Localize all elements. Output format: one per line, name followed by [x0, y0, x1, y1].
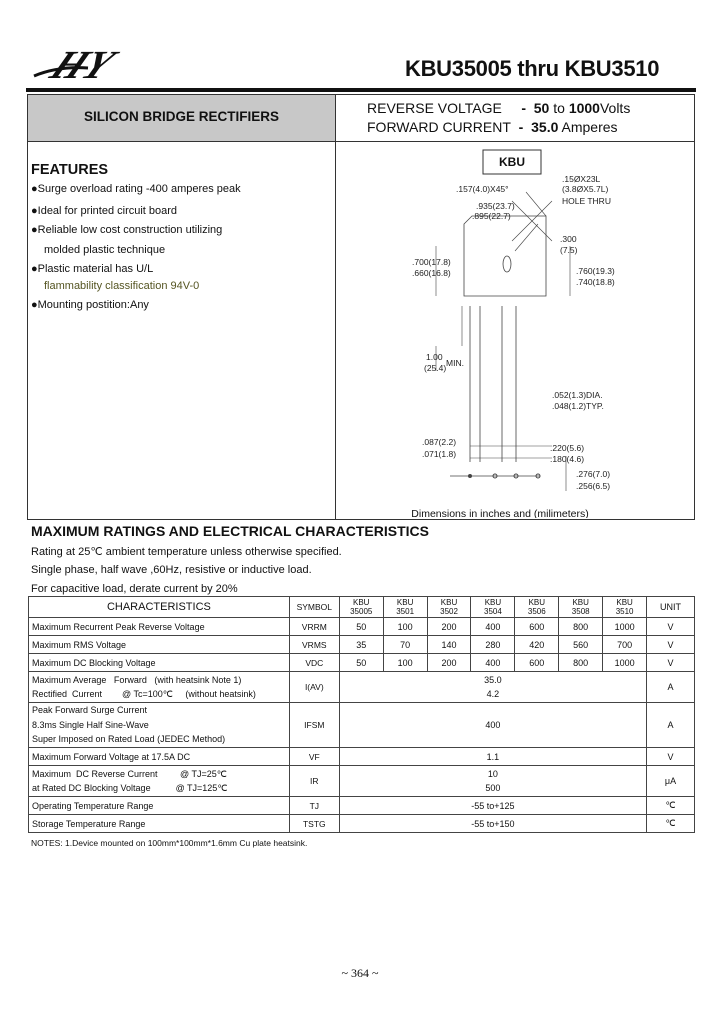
part-title: KBU35005 thru KBU3510: [405, 56, 660, 81]
header-rule: [26, 88, 696, 92]
reverse-voltage-sep: -: [521, 100, 526, 116]
table-row: [29, 748, 695, 766]
cell-value: 600: [515, 654, 559, 672]
cell-value: 400: [471, 618, 515, 636]
cell-value: 200: [427, 618, 471, 636]
header-part: KBU 3504: [471, 597, 515, 618]
dim-lead-length-mm: (25.4): [424, 363, 447, 373]
cell-value: 400: [471, 654, 515, 672]
cell-value: 800: [559, 618, 603, 636]
dim-depth-min: .740(18.8): [576, 277, 615, 287]
cell-value: 400: [339, 703, 646, 748]
column-divider: [335, 141, 336, 520]
page-number: ~ 364 ~: [341, 966, 379, 980]
cell-value: 420: [515, 636, 559, 654]
diagram-caption: Dimensions in inches and (milimeters): [411, 508, 589, 518]
forward-current-label: FORWARD CURRENT: [367, 119, 511, 135]
dim-end-max: .276(7.0): [576, 469, 611, 479]
dim-pitch-mm: (7.5): [560, 245, 578, 255]
header-part: KBU 3510: [603, 597, 647, 618]
header-part: KBU 3502: [427, 597, 471, 618]
table-row: [29, 654, 695, 672]
row-unit: μA: [647, 766, 695, 797]
row-symbol: IR: [289, 766, 339, 797]
dim-hole-mm: (3.8ØX5.7L): [562, 184, 609, 194]
table-row: [29, 815, 695, 833]
row-symbol: TJ: [289, 797, 339, 815]
row-label: Maximum DC Reverse Current @ TJ=25℃ at Rated DC Blocking Voltage @ TJ=125℃: [29, 766, 290, 797]
rating-note: For capacitive load, derate current by 20%: [31, 583, 238, 595]
cell-value: 70: [383, 636, 427, 654]
feature-item: ●Surge overload rating -400 amperes peak: [31, 183, 241, 195]
reverse-voltage-min: 50: [533, 100, 550, 116]
features-heading: FEATURES: [31, 162, 109, 178]
dim-lead-min: MIN.: [446, 358, 464, 368]
reverse-voltage-max: 1000: [568, 100, 600, 116]
row-symbol: VRRM: [289, 618, 339, 636]
forward-current-unit: Amperes: [561, 119, 618, 135]
cell-value: 600: [515, 618, 559, 636]
logo-text: HY: [42, 44, 122, 84]
row-unit: A: [647, 703, 695, 748]
cell-value: 700: [603, 636, 647, 654]
feature-item: ●Plastic material has U/L: [31, 263, 154, 275]
header-unit: UNIT: [647, 597, 695, 618]
cell-value: 35: [339, 636, 383, 654]
cell-value: 50: [339, 618, 383, 636]
dim-lead-dia-max: .052(1.3)DIA.: [552, 390, 603, 400]
dim-hole-thru: HOLE THRU: [562, 196, 611, 206]
top-view-outline: [464, 216, 546, 296]
row-symbol: VF: [289, 748, 339, 766]
dim-lead-dia-min: .048(1.2)TYP.: [552, 401, 604, 411]
table-row: [29, 766, 695, 797]
header-part: KBU 3501: [383, 597, 427, 618]
row-label: Maximum Average Forward (with heatsink Note 1) Rectified Current @ Tc=100℃ (without heatsink): [29, 672, 290, 703]
cell-value: 280: [471, 636, 515, 654]
dim-edge-max: .087(2.2): [422, 437, 457, 447]
dim-spacing-max: .220(5.6): [550, 443, 585, 453]
row-symbol: TSTG: [289, 815, 339, 833]
header-characteristics: CHARACTERISTICS: [29, 597, 290, 618]
row-symbol: VRMS: [289, 636, 339, 654]
title-divider: [28, 141, 695, 142]
package-label: KBU: [499, 155, 525, 169]
feature-item: ●Ideal for printed circuit board: [31, 205, 178, 217]
table-row: [29, 618, 695, 636]
feature-item: ●Mounting postition:Any: [31, 299, 149, 311]
forward-current-sep: -: [518, 119, 524, 135]
reverse-voltage-label: REVERSE VOLTAGE: [367, 100, 502, 116]
cell-value: 10 500: [339, 766, 646, 797]
row-label: Maximum Recurrent Peak Reverse Voltage: [29, 618, 290, 636]
package-diagram: [340, 146, 692, 518]
row-label: Maximum RMS Voltage: [29, 636, 290, 654]
dim-lead-length: 1.00: [426, 352, 443, 362]
row-label: Maximum Forward Voltage at 17.5A DC: [29, 748, 290, 766]
cell-value: -55 to+150: [339, 815, 646, 833]
row-symbol: I(AV): [289, 672, 339, 703]
footnote: NOTES: 1.Device mounted on 100mm*100mm*1.6mm Cu plate heatsink.: [31, 838, 308, 848]
cell-value: 100: [383, 654, 427, 672]
characteristics-table: [28, 596, 695, 833]
mounting-hole: [503, 256, 511, 272]
header-part: KBU 35005: [339, 597, 383, 618]
cell-value: 200: [427, 654, 471, 672]
dim-depth-max: .760(19.3): [576, 266, 615, 276]
header-symbol: SYMBOL: [289, 597, 339, 618]
feature-item: ●Reliable low cost construction utilizing: [31, 224, 223, 236]
reverse-voltage-line: [367, 100, 630, 116]
row-unit: A: [647, 672, 695, 703]
ratings-heading: MAXIMUM RATINGS AND ELECTRICAL CHARACTERISTICS: [31, 523, 429, 539]
row-symbol: VDC: [289, 654, 339, 672]
brand-logo: [28, 44, 158, 84]
cell-value: 140: [427, 636, 471, 654]
table-header-row: [29, 597, 695, 618]
dim-width-max: .935(23.7): [476, 201, 515, 211]
dim-hole: .15ØX23L: [562, 174, 601, 184]
dim-width-min: .895(22.7): [472, 211, 511, 221]
rating-note: Single phase, half wave ,60Hz, resistive or inductive load.: [31, 564, 312, 576]
table-row: [29, 703, 695, 748]
cell-value: 1000: [603, 618, 647, 636]
row-unit: V: [647, 636, 695, 654]
feature-item: flammability classification 94V-0: [44, 280, 200, 292]
cell-value: 100: [383, 618, 427, 636]
dim-end-min: .256(6.5): [576, 481, 611, 491]
row-unit: V: [647, 654, 695, 672]
table-row: [29, 797, 695, 815]
row-label: Storage Temperature Range: [29, 815, 290, 833]
forward-current-line: [367, 119, 618, 135]
dim-height-min: .660(16.8): [412, 268, 451, 278]
header-part: KBU 3506: [515, 597, 559, 618]
row-label: Maximum DC Blocking Voltage: [29, 654, 290, 672]
cell-value: 1.1: [339, 748, 646, 766]
cell-value: 1000: [603, 654, 647, 672]
reverse-voltage-unit: Volts: [599, 100, 631, 116]
header-part: KBU 3508: [559, 597, 603, 618]
cell-value: 560: [559, 636, 603, 654]
row-label: Operating Temperature Range: [29, 797, 290, 815]
dim-chamfer: .157(4.0)X45°: [456, 184, 509, 194]
row-unit: ℃: [647, 797, 695, 815]
row-symbol: IFSM: [289, 703, 339, 748]
table-row: [29, 672, 695, 703]
row-unit: V: [647, 618, 695, 636]
reverse-voltage-to: to: [553, 100, 565, 116]
table-row: [29, 636, 695, 654]
dim-pitch: .300: [560, 234, 577, 244]
cell-value: 800: [559, 654, 603, 672]
dim-edge-min: .071(1.8): [422, 449, 457, 459]
forward-current-value: 35.0: [531, 119, 559, 135]
row-label: Peak Forward Surge Current 8.3ms Single Half Sine-Wave Super Imposed on Rated Load (JEDEC Method): [29, 703, 290, 748]
row-unit: ℃: [647, 815, 695, 833]
dim-spacing-min: .180(4.6): [550, 454, 585, 464]
cell-value: -55 to+125: [339, 797, 646, 815]
cell-value: 50: [339, 654, 383, 672]
cell-value: 35.0 4.2: [339, 672, 646, 703]
device-type: SILICON BRIDGE RECTIFIERS: [83, 109, 279, 124]
rating-note: Rating at 25℃ ambient temperature unless otherwise specified.: [31, 546, 342, 558]
row-unit: V: [647, 748, 695, 766]
dim-height-max: .700(17.8): [412, 257, 451, 267]
feature-item: molded plastic technique: [44, 244, 166, 256]
